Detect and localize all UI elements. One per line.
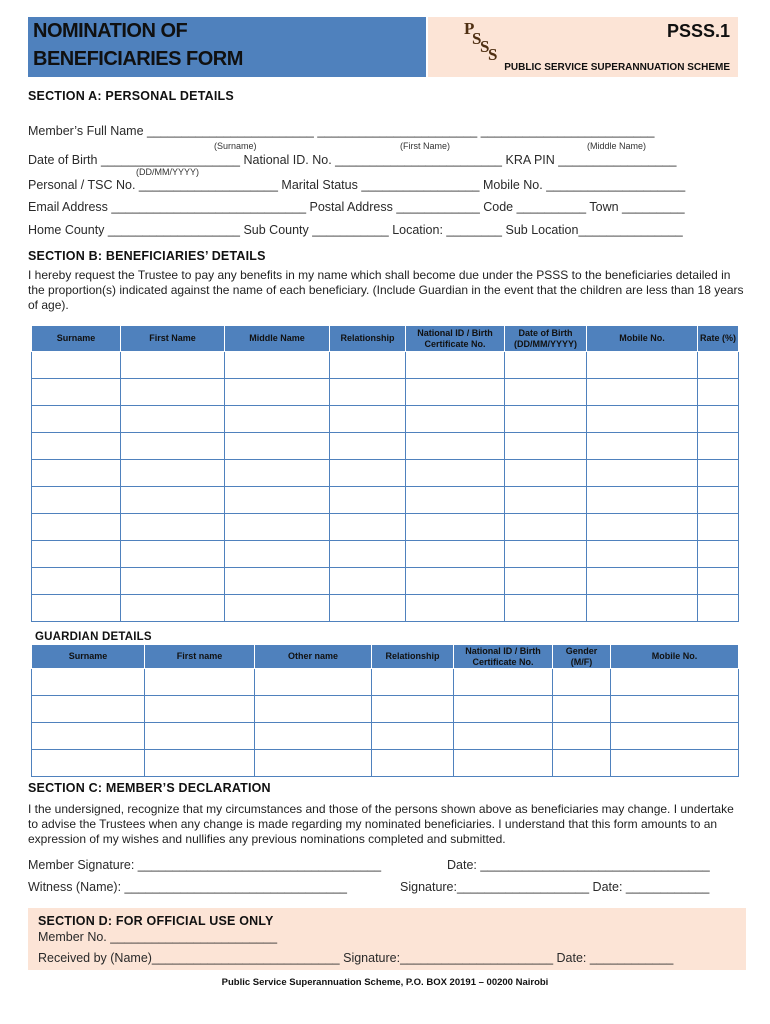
column-header: Surname — [32, 326, 121, 352]
table-cell[interactable] — [330, 406, 406, 433]
section-b-heading: SECTION B: BENEFICIARIES’ DETAILS — [28, 249, 266, 263]
table-cell[interactable] — [225, 379, 330, 406]
witness-signature-field[interactable]: Signature:___________________ Date: ____________ — [400, 880, 710, 894]
column-header: Gender (M/F) — [553, 645, 611, 669]
column-header: National ID / Birth Certificate No. — [454, 645, 553, 669]
section-a-heading: SECTION A: PERSONAL DETAILS — [28, 89, 234, 103]
column-header: Rate (%) — [698, 326, 739, 352]
table-cell[interactable] — [145, 696, 255, 723]
form-title-line-1: NOMINATION OF — [33, 20, 188, 42]
declaration-date-field[interactable]: Date: _________________________________ — [447, 858, 710, 872]
column-header: Middle Name — [225, 326, 330, 352]
table-cell[interactable] — [32, 352, 121, 379]
table-cell[interactable] — [698, 460, 739, 487]
table-cell[interactable] — [225, 406, 330, 433]
table-row — [32, 352, 739, 379]
dob-id-kra-field[interactable]: Date of Birth ____________________ National ID. No. ________________________ KRA PIN _________________ — [28, 153, 677, 167]
table-cell[interactable] — [330, 460, 406, 487]
guardian-heading: GUARDIAN DETAILS — [35, 631, 152, 643]
table-cell[interactable] — [698, 406, 739, 433]
footer-address: Public Service Superannuation Scheme, P.O. BOX 20191 – 00200 Nairobi — [221, 977, 549, 988]
table-cell[interactable] — [454, 750, 553, 777]
table-cell[interactable] — [454, 696, 553, 723]
table-cell[interactable] — [587, 487, 698, 514]
table-cell[interactable] — [698, 595, 739, 622]
table-cell[interactable] — [225, 460, 330, 487]
table-cell[interactable] — [553, 669, 611, 696]
table-cell[interactable] — [505, 487, 587, 514]
scheme-banner — [428, 17, 738, 77]
table-row — [32, 379, 739, 406]
table-cell[interactable] — [454, 669, 553, 696]
table-cell[interactable] — [372, 696, 454, 723]
table-cell[interactable] — [587, 433, 698, 460]
table-cell[interactable] — [505, 514, 587, 541]
table-cell[interactable] — [225, 433, 330, 460]
table-cell[interactable] — [406, 406, 505, 433]
email-postal-field[interactable]: Email Address ____________________________ Postal Address ____________ Code __________ Town _________ — [28, 200, 685, 214]
witness-name-field[interactable]: Witness (Name): ________________________________ — [28, 880, 348, 894]
table-cell[interactable] — [330, 487, 406, 514]
county-location-field[interactable]: Home County ___________________ Sub County ___________ Location: ________ Sub Location_______________ — [28, 223, 683, 237]
middle-name-hint: (Middle Name) — [587, 141, 647, 151]
column-header: Date of Birth (DD/MM/YYYY) — [505, 326, 587, 352]
column-header: Surname — [32, 645, 145, 669]
table-cell[interactable] — [505, 352, 587, 379]
tsc-marital-mobile-field[interactable]: Personal / TSC No. ____________________ Marital Status _________________ Mobile No. ____________________ — [28, 178, 686, 192]
table-cell[interactable] — [698, 568, 739, 595]
section-d-heading: SECTION D: FOR OFFICIAL USE ONLY — [38, 914, 274, 928]
table-cell[interactable] — [255, 723, 372, 750]
table-row — [32, 487, 739, 514]
table-cell[interactable] — [553, 750, 611, 777]
table-cell[interactable] — [587, 595, 698, 622]
table-cell[interactable] — [330, 514, 406, 541]
table-cell[interactable] — [611, 696, 739, 723]
table-row — [32, 460, 739, 487]
table-cell[interactable] — [698, 514, 739, 541]
full-name-field[interactable]: Member’s Full Name ________________________ _______________________ _________________________ — [28, 124, 655, 138]
table-cell[interactable] — [698, 541, 739, 568]
table-cell[interactable] — [505, 406, 587, 433]
table-cell[interactable] — [406, 568, 505, 595]
table-cell[interactable] — [121, 595, 225, 622]
official-use-box — [28, 908, 746, 970]
table-cell[interactable] — [225, 514, 330, 541]
declaration-paragraph: I the undersigned, recognize that my circumstances and those of the persons shown above as beneficiaries may change. I undertake to advise the Trustees when any change is made regarding my nominated beneficiaries. I understand that this form amounts to an expression of my wishes and nullifies any previous nominations completed and submitted. — [28, 802, 734, 846]
table-cell[interactable] — [372, 669, 454, 696]
section-c-heading: SECTION C: MEMBER’S DECLARATION — [28, 781, 271, 795]
member-no-field[interactable]: Member No. ________________________ — [38, 930, 278, 944]
table-cell[interactable] — [553, 696, 611, 723]
table-row — [32, 595, 739, 622]
table-cell[interactable] — [32, 541, 121, 568]
table-cell[interactable] — [121, 352, 225, 379]
table-cell[interactable] — [587, 460, 698, 487]
table-cell[interactable] — [406, 514, 505, 541]
table-cell[interactable] — [121, 541, 225, 568]
section-b-paragraph: I hereby request the Trustee to pay any benefits in my name which shall become due under the PSSS to the beneficiaries detailed in the proportion(s) indicated against the name of each beneficiary. (Include Guardian in the event that the children are less than 18 years of age). — [28, 268, 744, 312]
organization-name: PUBLIC SERVICE SUPERANNUATION SCHEME — [504, 62, 730, 73]
table-cell[interactable] — [32, 696, 145, 723]
table-cell[interactable] — [121, 487, 225, 514]
table-cell[interactable] — [32, 487, 121, 514]
table-cell[interactable] — [505, 379, 587, 406]
psss-logo-icon: P S S S — [464, 19, 498, 64]
table-cell[interactable] — [505, 460, 587, 487]
table-cell[interactable] — [505, 595, 587, 622]
table-cell[interactable] — [32, 433, 121, 460]
table-cell[interactable] — [406, 487, 505, 514]
table-cell[interactable] — [505, 433, 587, 460]
table-cell[interactable] — [698, 352, 739, 379]
table-row — [32, 723, 739, 750]
table-cell[interactable] — [372, 750, 454, 777]
guardian-table — [31, 644, 739, 777]
table-cell[interactable] — [225, 595, 330, 622]
table-cell[interactable] — [121, 568, 225, 595]
table-cell[interactable] — [611, 723, 739, 750]
table-row — [32, 406, 739, 433]
table-cell[interactable] — [32, 750, 145, 777]
column-header: First name — [145, 645, 255, 669]
column-header: Mobile No. — [587, 326, 698, 352]
table-cell[interactable] — [145, 750, 255, 777]
table-cell[interactable] — [32, 406, 121, 433]
dob-format-hint: (DD/MM/YYYY) — [136, 167, 199, 177]
table-cell[interactable] — [145, 669, 255, 696]
table-cell[interactable] — [611, 750, 739, 777]
table-cell[interactable] — [372, 723, 454, 750]
table-cell[interactable] — [587, 352, 698, 379]
table-cell[interactable] — [121, 460, 225, 487]
table-cell[interactable] — [255, 669, 372, 696]
table-cell[interactable] — [255, 696, 372, 723]
table-cell[interactable] — [32, 568, 121, 595]
table-row — [32, 750, 739, 777]
table-cell[interactable] — [32, 669, 145, 696]
table-cell[interactable] — [587, 541, 698, 568]
table-cell[interactable] — [454, 723, 553, 750]
table-row — [32, 696, 739, 723]
member-signature-field[interactable]: Member Signature: ___________________________________ — [28, 858, 382, 872]
form-title-line-2: BENEFICIARIES FORM — [33, 48, 243, 70]
table-cell[interactable] — [553, 723, 611, 750]
table-cell[interactable] — [225, 352, 330, 379]
table-cell[interactable] — [330, 379, 406, 406]
table-row — [32, 541, 739, 568]
column-header: Mobile No. — [611, 645, 739, 669]
table-cell[interactable] — [587, 568, 698, 595]
table-cell[interactable] — [121, 406, 225, 433]
form-title-banner — [28, 17, 426, 77]
column-header: Relationship — [330, 326, 406, 352]
table-cell[interactable] — [587, 406, 698, 433]
table-cell[interactable] — [255, 750, 372, 777]
table-cell[interactable] — [406, 595, 505, 622]
table-cell[interactable] — [406, 379, 505, 406]
table-cell[interactable] — [330, 352, 406, 379]
table-cell[interactable] — [505, 541, 587, 568]
table-cell[interactable] — [698, 379, 739, 406]
table-cell[interactable] — [505, 568, 587, 595]
table-cell[interactable] — [225, 568, 330, 595]
table-cell[interactable] — [330, 433, 406, 460]
table-cell[interactable] — [587, 379, 698, 406]
table-cell[interactable] — [32, 514, 121, 541]
table-cell[interactable] — [698, 487, 739, 514]
column-header: Relationship — [372, 645, 454, 669]
column-header: First Name — [121, 326, 225, 352]
table-cell[interactable] — [121, 433, 225, 460]
table-cell[interactable] — [406, 460, 505, 487]
table-cell[interactable] — [32, 723, 145, 750]
table-cell[interactable] — [32, 460, 121, 487]
table-row — [32, 514, 739, 541]
beneficiaries-table — [31, 325, 739, 622]
table-cell[interactable] — [330, 568, 406, 595]
column-header: Other name — [255, 645, 372, 669]
table-cell[interactable] — [406, 541, 505, 568]
table-row — [32, 669, 739, 696]
table-cell[interactable] — [406, 433, 505, 460]
first-name-hint: (First Name) — [400, 141, 450, 151]
table-row — [32, 568, 739, 595]
table-cell[interactable] — [32, 379, 121, 406]
column-header: National ID / Birth Certificate No. — [406, 326, 505, 352]
table-cell[interactable] — [121, 514, 225, 541]
surname-hint: (Surname) — [214, 141, 257, 151]
table-cell[interactable] — [698, 433, 739, 460]
table-row — [32, 433, 739, 460]
table-cell[interactable] — [587, 514, 698, 541]
table-cell[interactable] — [406, 352, 505, 379]
table-cell[interactable] — [330, 595, 406, 622]
table-cell[interactable] — [225, 487, 330, 514]
table-cell[interactable] — [330, 541, 406, 568]
table-cell[interactable] — [225, 541, 330, 568]
table-cell[interactable] — [121, 379, 225, 406]
form-code: PSSS.1 — [666, 21, 730, 41]
table-cell[interactable] — [145, 723, 255, 750]
received-by-field[interactable]: Received by (Name)___________________________ Signature:______________________ Date: ____________ — [38, 951, 674, 965]
table-cell[interactable] — [32, 595, 121, 622]
table-cell[interactable] — [611, 669, 739, 696]
